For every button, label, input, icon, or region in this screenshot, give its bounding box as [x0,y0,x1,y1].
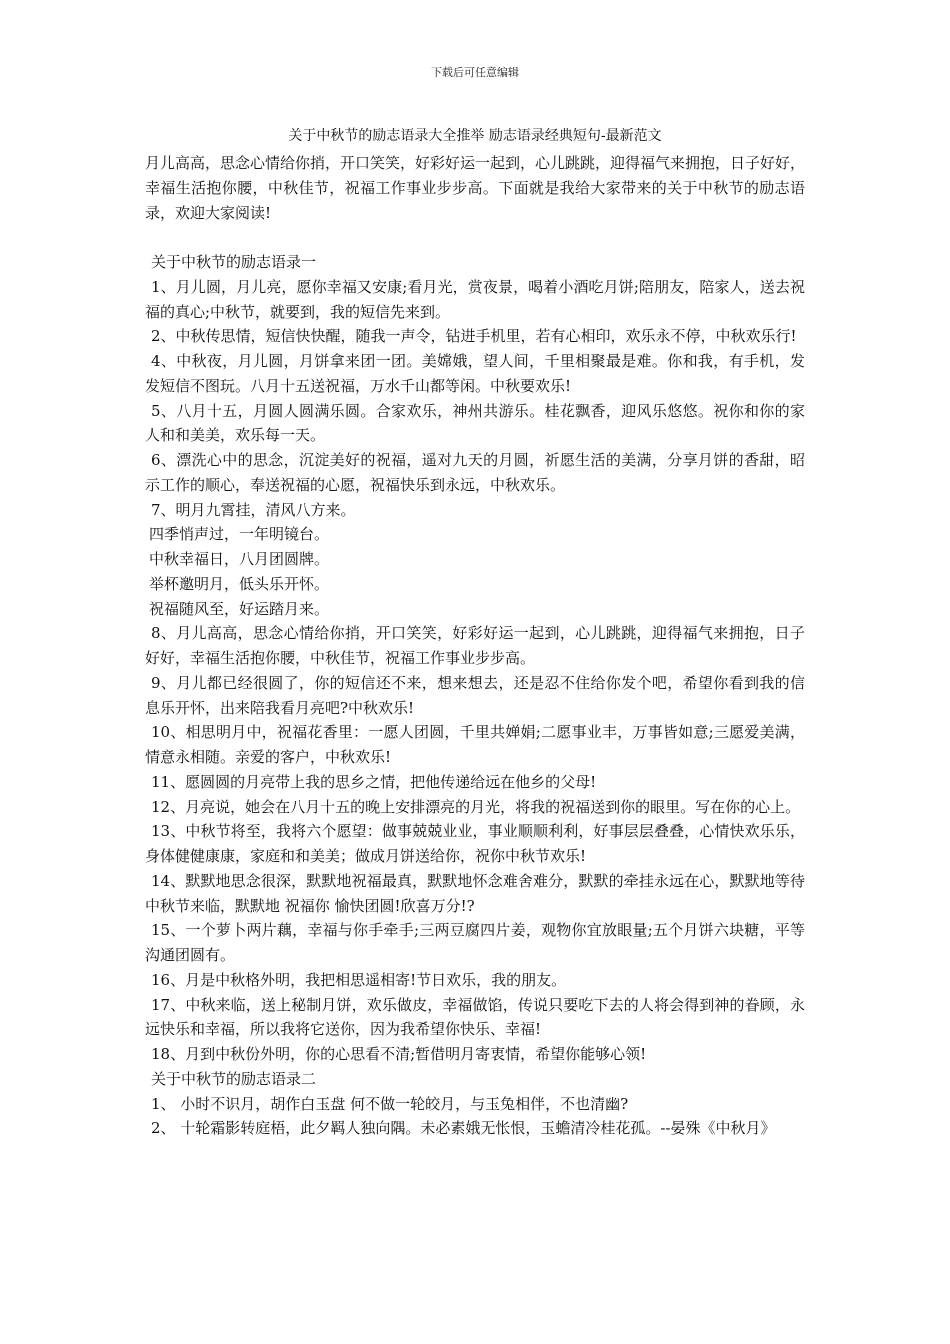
poem-line: 中秋幸福日，八月团圆牌。 [149,550,330,568]
quote-item: 1、月儿圆，月儿亮，愿你幸福又安康;看月光，赏夜景，喝着小酒吃月饼;陪朋友，陪家人，送去祝福的真心;中秋节，就要到，我的短信先来到。 [145,277,805,321]
quote-item: 4、中秋夜，月儿圆，月饼拿来团一团。美嫦娥，望人间，千里相聚最是难。你和我，有手机，发发短信不图玩。八月十五送祝福，万水千山都等闲。中秋要欢乐! [145,352,805,395]
document-body [145,151,805,1141]
quote-item: 15、一个萝卜两片藕，幸福与你手牵手;三两豆腐四片姜，观物你宜放眼量;五个月饼六块糖，平等沟通团圆有。 [145,921,805,964]
quote-item: 13、中秋节将至，我将六个愿望：做事兢兢业业，事业顺顺利利，好事层层叠叠，心情快欢乐乐，身体健健康康，家庭和和美美；做成月饼送给你，祝你中秋节欢乐! [145,822,805,865]
quote-item: 18、月到中秋份外明，你的心思看不清;暂借明月寄衷情，希望你能够心领! [151,1045,647,1063]
blank-line [145,225,805,250]
poem-line: 举杯邀明月，低头乐开怀。 [149,574,330,593]
poem-line: 四季悄声过，一年明镜台。 [149,525,330,544]
quote-item: 17、中秋来临，送上秘制月饼，欢乐做皮，幸福做馅，传说只要吃下去的人将会得到神的眷顾，永远快乐和幸福，所以我将它送你，因为我希望你快乐、幸福! [145,995,805,1039]
document-title: 关于中秋节的励志语录大全推举 励志语录经典短句-最新范文 [288,128,662,144]
section-heading: 关于中秋节的励志语录二 [151,1069,317,1088]
quote-item: 9、月儿都已经很圆了，你的短信还不来，想来想去，还是忍不住给你发个吧，希望你看到我的信息乐开怀，出来陪我看月亮吧?中秋欢乐! [145,673,805,717]
quote-item: 8、月儿高高，思念心情给你捎，开口笑笑，好彩好运一起到，心儿跳跳，迎得福气来拥抱，日子好好，幸福生活抱你腰，中秋佳节，祝福工作事业步步高。 [145,624,805,667]
header-note: 下载后可任意编辑 [431,66,519,79]
quote-item: 5、八月十五，月圆人圆满乐圆。合家欢乐，神州共游乐。桂花飘香，迎风乐悠悠。祝你和你的家人和和美美，欢乐每一天。 [145,401,805,445]
quote-item: 7、明月九霄挂，清风八方来。 [151,500,356,519]
quote-item: 1、 小时不识月，胡作白玉盘 何不做一轮皎月，与玉兔相伴，不也清幽? [151,1094,629,1113]
quote-item: 10、相思明月中，祝福花香里：一愿人团圆，千里共婵娟;二愿事业丰，万事皆如意;三愿爱美满，情意永相随。亲爱的客户，中秋欢乐! [145,723,805,766]
poem-line: 祝福随风至，好运踏月来。 [149,599,330,618]
section-heading: 关于中秋节的励志语录一 [151,253,317,271]
quote-item: 14、默默地思念很深，默默地祝福最真，默默地怀念难舍难分，默默的牵挂永远在心，默默地等待中秋节来临，默默地 祝福你 愉快团圆!欣喜万分!? [145,871,805,915]
quote-item: 2、 十轮霜影转庭梧，此夕羁人独向隅。未必素娥无怅恨，玉蟾清冷桂花孤。--晏殊《中秋月》 [151,1119,776,1138]
quote-item: 16、月是中秋格外明，我把相思遥相寄!节日欢乐，我的朋友。 [151,970,567,989]
quote-item: 11、愿圆圆的月亮带上我的思乡之情，把他传递给远在他乡的父母! [151,772,597,791]
quote-item: 6、漂洗心中的思念，沉淀美好的祝福，遥对九天的月圆，祈愿生活的美满，分享月饼的香甜，昭示工作的顺心，奉送祝福的心愿，祝福快乐到永远，中秋欢乐。 [145,451,805,494]
intro-paragraph: 月儿高高，思念心情给你捎，开口笑笑，好彩好运一起到，心儿跳跳，迎得福气来拥抱，日子好好，幸福生活抱你腰，中秋佳节，祝福工作事业步步高。下面就是我给大家带来的关于中秋节的励志语录，欢迎大家阅读! [145,154,806,222]
quote-item: 2、中秋传思情，短信快快醒，随我一声令，钻进手机里，若有心相印，欢乐永不停，中秋欢乐行! [151,327,797,346]
quote-item: 12、月亮说，她会在八月十五的晚上安排漂亮的月光，将我的祝福送到你的眼里。写在你的心上。 [151,797,801,816]
